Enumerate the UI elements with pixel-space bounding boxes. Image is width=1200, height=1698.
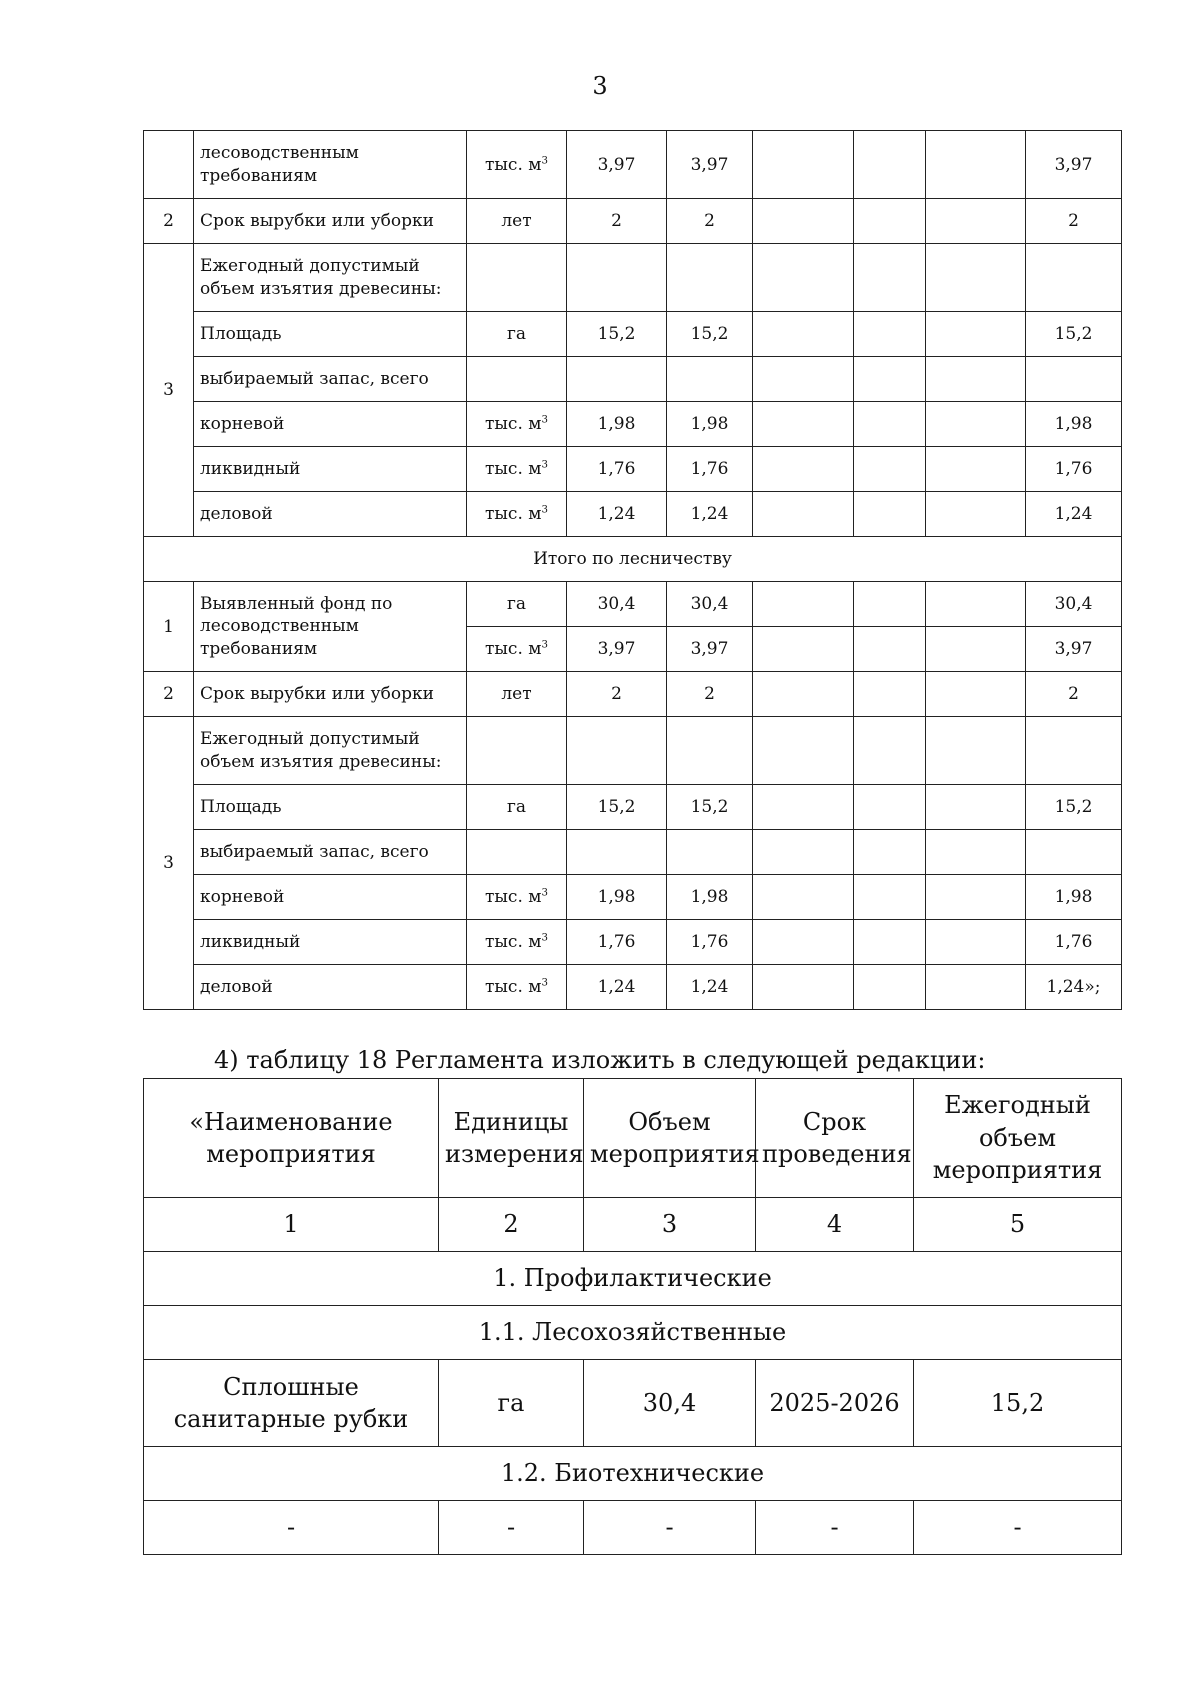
table-row: выбираемый запас, всего — [144, 830, 1122, 875]
column-header: Срок проведения — [756, 1079, 914, 1198]
table-row: корневой тыс. $м^3$ 1,98 1,98 1,98 — [144, 402, 1122, 447]
table-row: корневой тыс. $м^3$ 1,98 1,98 1,98 — [144, 875, 1122, 920]
section-title: 1. Профилактические — [144, 1252, 1122, 1306]
table-row: лесоводственным требованиям тыс. $м^3$ 3,97 3,97 3,97 — [144, 131, 1122, 199]
table-row: ликвидный тыс. $м^3$ 1,76 1,76 1,76 — [144, 447, 1122, 492]
row-label: лесоводственным требованиям — [194, 131, 467, 199]
table-row: ликвидный тыс. $м^3$ 1,76 1,76 1,76 — [144, 920, 1122, 965]
section-title: 1.2. Биотехнические — [144, 1447, 1122, 1501]
header-row — [144, 1079, 1122, 1198]
paragraph-intro: 4) таблицу 18 Регламента изложить в следующей редакции: — [214, 1046, 986, 1074]
table-row: Площадь га 15,2 15,2 15,2 — [144, 785, 1122, 830]
section-row — [144, 1306, 1122, 1360]
section-row — [144, 1252, 1122, 1306]
table-row: - - - - - — [144, 1501, 1122, 1555]
table-row: 3 Ежегодный допустимый объем изъятия древесины: — [144, 244, 1122, 312]
table-row: 3 Ежегодный допустимый объем изъятия древесины: — [144, 717, 1122, 785]
table-row: тыс. $м^3$ 3,97 3,97 3,97 — [144, 627, 1122, 672]
table-row: выбираемый запас, всего — [144, 357, 1122, 402]
column-header: Единицы измерения — [439, 1079, 584, 1198]
section-title: 1.1. Лесохозяйственные — [144, 1306, 1122, 1360]
section-row — [144, 537, 1122, 582]
table-row: деловой тыс. $м^3$ 1,24 1,24 1,24»; — [144, 965, 1122, 1010]
unit-cell: тыс. $м^3$ — [467, 131, 567, 199]
forest-stock-table — [143, 130, 1122, 1010]
table-row: Площадь га 15,2 15,2 15,2 — [144, 312, 1122, 357]
column-number-row: 1 2 3 4 5 — [144, 1198, 1122, 1252]
table-row: деловой тыс. $м^3$ 1,24 1,24 1,24 — [144, 492, 1122, 537]
column-header: Объем мероприятия — [584, 1079, 756, 1198]
table-row: 2 Срок вырубки или уборки лет 2 2 2 — [144, 199, 1122, 244]
table-row: 2 Срок вырубки или уборки лет 2 2 2 — [144, 672, 1122, 717]
table-row: 1 Выявленный фонд по лесоводственным требованиям га 30,4 30,4 30,4 — [144, 582, 1122, 627]
page-number: 3 — [592, 72, 608, 100]
section-title: Итого по лесничеству — [144, 537, 1122, 582]
table-row: Сплошные санитарные рубки га 30,4 2025-2026 15,2 — [144, 1360, 1122, 1447]
section-row — [144, 1447, 1122, 1501]
measures-table — [143, 1078, 1122, 1555]
column-header: Ежегодный объем мероприятия — [914, 1079, 1122, 1198]
column-header: «Наименование мероприятия — [144, 1079, 439, 1198]
